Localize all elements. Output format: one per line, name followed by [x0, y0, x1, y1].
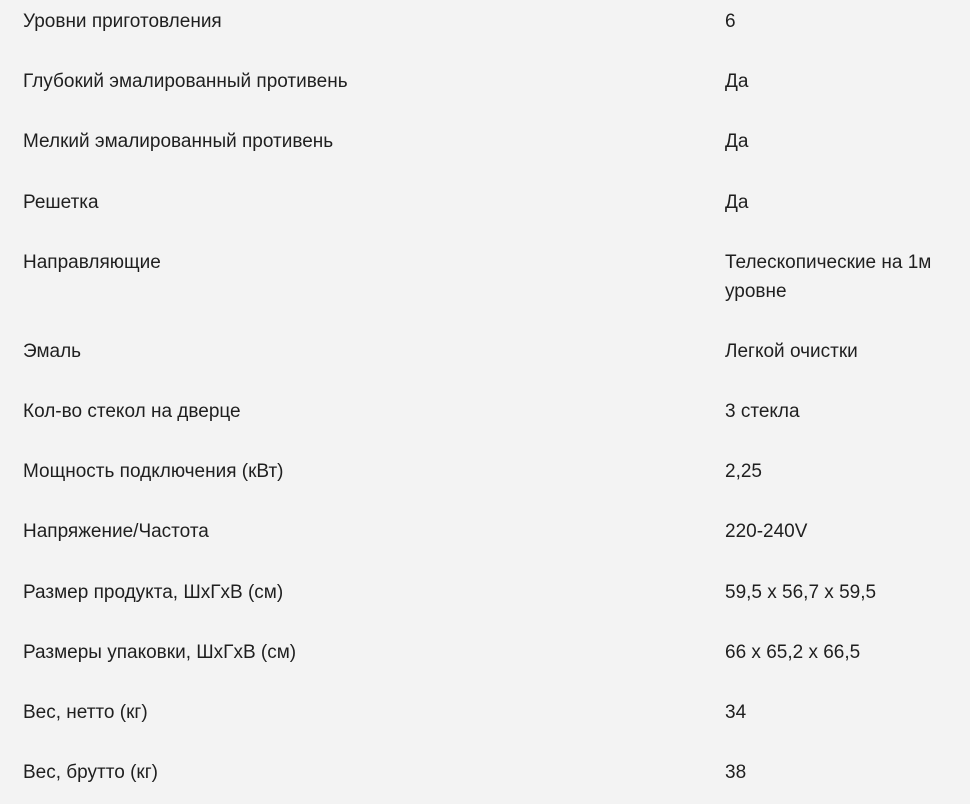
spec-value: 66 x 65,2 x 66,5: [725, 642, 861, 663]
spec-label: Решетка: [23, 192, 99, 213]
spec-label: Глубокий эмалированный противень: [23, 71, 348, 92]
spec-value: 6: [725, 11, 736, 32]
spec-value: Легкой очистки: [725, 341, 858, 362]
spec-value: 3 стекла: [725, 401, 800, 422]
spec-label: Вес, нетто (кг): [23, 702, 148, 723]
spec-value: Да: [725, 71, 749, 92]
spec-value: 2,25: [725, 461, 762, 482]
spec-label: Мелкий эмалированный противень: [23, 131, 334, 152]
spec-label: Напряжение/Частота: [23, 521, 209, 542]
spec-label: Эмаль: [23, 341, 82, 362]
spec-value: 38: [725, 762, 747, 783]
spec-label: Вес, брутто (кг): [23, 762, 158, 783]
spec-label: Мощность подключения (кВт): [23, 461, 284, 482]
spec-label: Кол-во стекол на дверце: [23, 401, 241, 422]
spec-label: Размер продукта, ШхГхВ (см): [23, 582, 284, 603]
spec-label: Размеры упаковки, ШхГхВ (см): [23, 642, 297, 663]
spec-label: Направляющие: [23, 252, 161, 273]
spec-value: 59,5 x 56,7 x 59,5: [725, 582, 877, 603]
spec-value: Да: [725, 192, 749, 213]
spec-value: Телескопические на 1м уровне: [725, 252, 932, 302]
spec-value: 220-240V: [725, 521, 808, 542]
spec-value: Да: [725, 131, 749, 152]
spec-value: 34: [725, 702, 747, 723]
spec-label: Уровни приготовления: [23, 11, 222, 32]
